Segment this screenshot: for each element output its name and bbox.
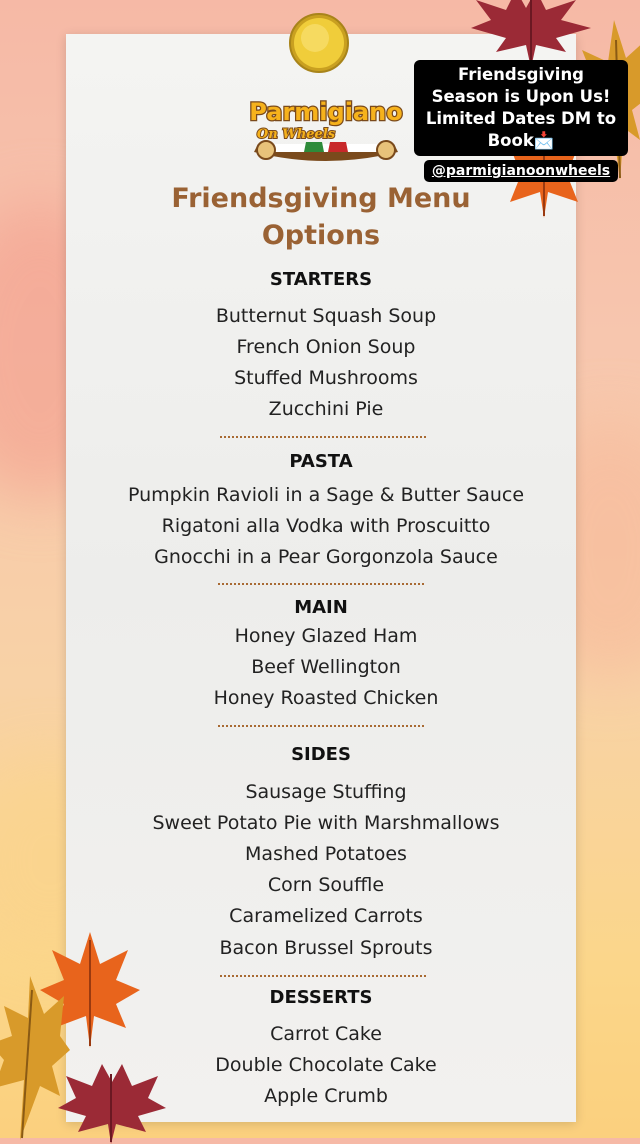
pushpin-icon (288, 12, 350, 74)
menu-item: Mashed Potatoes (245, 843, 407, 865)
menu-item: Pumpkin Ravioli in a Sage & Butter Sauce (127, 484, 525, 506)
menu-item: Gnocchi in a Pear Gorgonzola Sauce (154, 546, 498, 568)
brand-logo (244, 92, 408, 168)
logo-sub-text: On Wheels (256, 127, 336, 142)
section-divider (218, 583, 424, 585)
story-overlay (414, 60, 628, 182)
menu-item: Honey Roasted Chicken (213, 687, 439, 709)
section-title-pasta: PASTA (289, 451, 353, 472)
logo-brand-text: Parmigiano (249, 98, 403, 126)
maple-leaf-icon (56, 1064, 166, 1144)
menu-item: Caramelized Carrots (229, 905, 423, 927)
menu-item: Bacon Brussel Sprouts (219, 937, 433, 959)
story-handle-link[interactable]: @parmigianoonwheels (424, 160, 618, 182)
story-announcement: Friendsgiving Season is Upon Us! Limited Dates DM to Book📩 (414, 60, 628, 156)
section-title-desserts: DESSERTS (269, 987, 373, 1008)
section-title-starters: STARTERS (269, 269, 373, 290)
menu-item: Stuffed Mushrooms (234, 367, 418, 389)
menu-item: Corn Souffle (267, 874, 385, 896)
menu-item: Butternut Squash Soup (215, 305, 437, 327)
menu-item: Sweet Potato Pie with Marshmallows (152, 812, 500, 834)
section-title-main: MAIN (294, 597, 348, 618)
section-divider (220, 975, 426, 977)
menu-item: Double Chocolate Cake (215, 1054, 437, 1076)
menu-item: Rigatoni alla Vodka with Proscuitto (161, 515, 491, 537)
section-divider (218, 725, 424, 727)
menu-item: Sausage Stuffing (245, 781, 407, 803)
menu-item: French Onion Soup (236, 336, 416, 358)
menu-item: Carrot Cake (270, 1023, 382, 1045)
menu-item: Beef Wellington (251, 656, 401, 678)
menu-item: Honey Glazed Ham (234, 625, 418, 647)
section-divider (220, 436, 426, 438)
menu-title-line2: Options (261, 220, 381, 251)
menu-item: Apple Crumb (264, 1085, 388, 1107)
menu-title-line1: Friendsgiving Menu (171, 183, 471, 214)
section-title-sides: SIDES (291, 744, 351, 765)
menu-item: Zucchini Pie (268, 398, 384, 420)
